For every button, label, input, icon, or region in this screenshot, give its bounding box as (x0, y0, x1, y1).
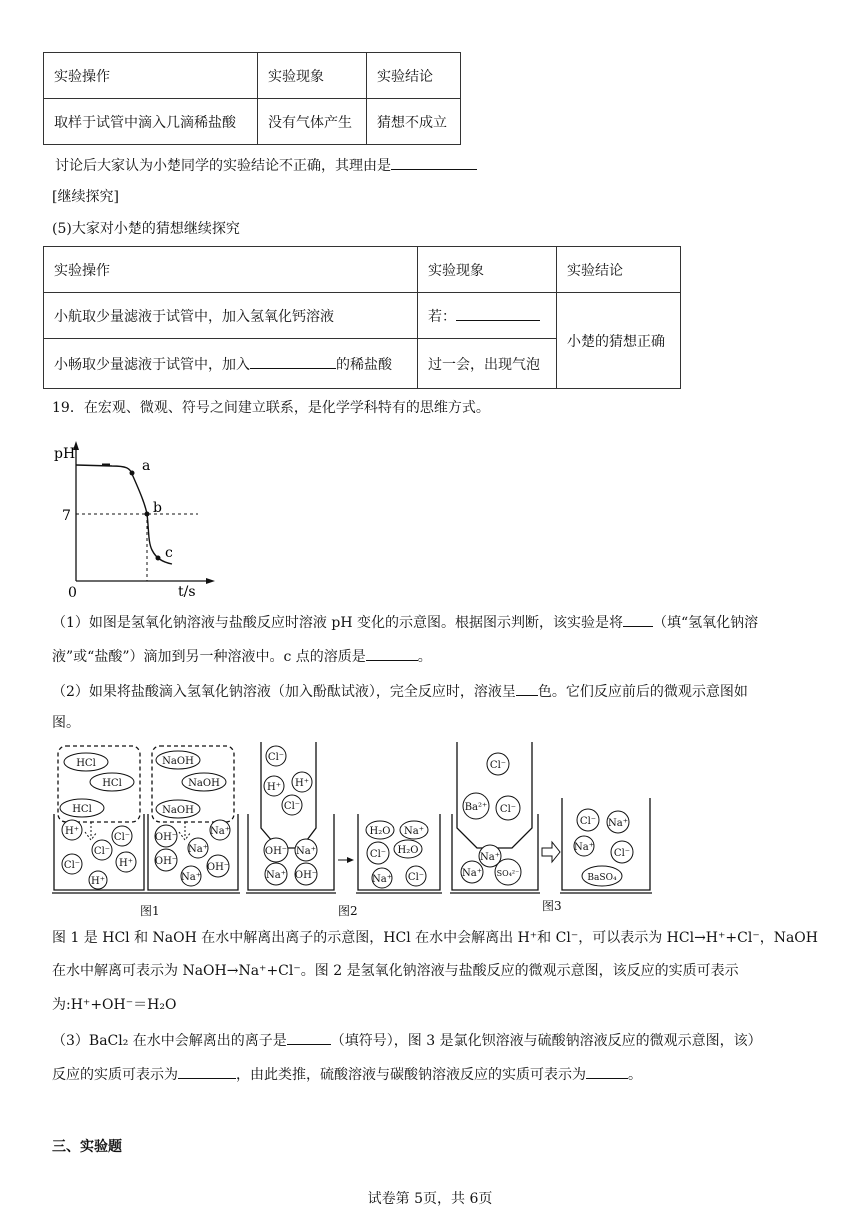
svg-text:Cl⁻: Cl⁻ (579, 816, 597, 827)
svg-text:NaOH: NaOH (188, 778, 220, 789)
svg-text:Na⁺: Na⁺ (372, 874, 392, 885)
svg-text:H₂O: H₂O (397, 845, 419, 856)
table1-cell-phen: 没有气体产生 (258, 99, 367, 145)
svg-text:Na⁺: Na⁺ (266, 870, 286, 881)
continue-heading: [继续探究] (52, 189, 119, 205)
svg-text:Na⁺: Na⁺ (608, 818, 628, 829)
description-line2: 在水中解离可表示为 NaOH→Na⁺+Cl⁻。图 2 是氢氧化钠溶液与盐酸反应的微观示意图，该反应的实质可表示 (52, 963, 739, 979)
answer-blank[interactable] (516, 681, 538, 696)
question-5: (5)大家对小楚的猜想继续探究 (52, 221, 240, 237)
svg-text:H⁺: H⁺ (65, 826, 79, 837)
y-axis-label: pH (54, 446, 76, 462)
svg-text:H⁺: H⁺ (295, 778, 309, 789)
part1-line1-tail: （填“氢氧化钠溶 (652, 615, 759, 631)
svg-text:Na⁺: Na⁺ (188, 844, 208, 855)
svg-text:OH⁻: OH⁻ (264, 846, 288, 857)
answer-blank[interactable] (623, 612, 653, 627)
table1-header-phen: 实验现象 (258, 53, 367, 99)
svg-text:H⁺: H⁺ (267, 782, 281, 793)
svg-text:Cl⁻: Cl⁻ (613, 848, 631, 859)
svg-text:Ba²⁺: Ba²⁺ (464, 802, 488, 813)
table2-row1-phen (418, 293, 557, 339)
discussion-line (55, 155, 477, 176)
answer-blank[interactable] (287, 1030, 331, 1045)
micro-diagrams (52, 740, 672, 920)
answer-blank[interactable] (456, 306, 540, 321)
part3-line1-tail: （填符号），图 3 是氯化钡溶液与硫酸钠溶液反应的微观示意图，该） (330, 1033, 762, 1049)
table2-row2-op (44, 339, 418, 389)
part3-line2-tail: 。 (628, 1067, 642, 1083)
table2-row1-op: 小航取少量滤液于试管中，加入氢氧化钙溶液 (44, 293, 418, 339)
svg-text:HCl: HCl (76, 758, 96, 769)
table2-conclusion: 小楚的猜想正确 (557, 293, 681, 389)
description-line1: 图 1 是 HCl 和 NaOH 在水中解离出离子的示意图，HCl 在水中会解离出 H⁺和 Cl⁻，可以表示为 HCl→H⁺+Cl⁻，NaOH (52, 930, 818, 946)
part3-line1 (52, 1030, 762, 1051)
part3-line2 (52, 1064, 642, 1085)
answer-blank[interactable] (586, 1064, 628, 1079)
answer-blank[interactable] (366, 646, 418, 661)
svg-text:Cl⁻: Cl⁻ (267, 752, 285, 763)
part3-line2-text: 反应的实质可表示为 (52, 1067, 178, 1083)
part1-line1-text: （1）如图是氢氧化钠溶液与盐酸反应时溶液 pH 变化的示意图。根据图示判断，该实验是将 (52, 615, 623, 631)
question-19: 19．在宏观、微观、符号之间建立联系，是化学学科特有的思维方式。 (52, 400, 490, 416)
table2-header-phen: 实验现象 (418, 247, 557, 293)
answer-blank[interactable] (250, 354, 336, 369)
point-b-label: b (153, 500, 162, 516)
result-table-2 (43, 246, 681, 389)
part2-line1-tail: 色。它们反应前后的微观示意图如 (537, 684, 748, 700)
section-3-heading: 三、实验题 (52, 1139, 122, 1155)
table2-row2-op-b: 的稀盐酸 (336, 356, 392, 373)
part2-line2: 图。 (52, 715, 80, 731)
part1-line2-text: 液”或“盐酸”）滴加到另一种溶液中。c 点的溶质是 (52, 649, 366, 665)
svg-text:NaOH: NaOH (162, 805, 194, 816)
svg-text:Na⁺: Na⁺ (480, 852, 500, 863)
svg-text:Na⁺: Na⁺ (296, 846, 316, 857)
part1-line2-tail: 。 (417, 649, 432, 665)
svg-text:OH⁻: OH⁻ (294, 870, 318, 881)
svg-text:Cl⁻: Cl⁻ (499, 804, 517, 815)
part2-line1 (52, 681, 748, 702)
point-c-label: c (165, 545, 173, 561)
part3-line2-mid: ，由此类推，硫酸溶液与碳酸钠溶液反应的实质可表示为 (236, 1067, 586, 1083)
svg-text:Cl⁻: Cl⁻ (369, 849, 387, 860)
x-axis-label: t/s (178, 584, 196, 600)
table2-row1-phen-text: 若： (428, 308, 456, 325)
svg-text:Cl⁻: Cl⁻ (407, 872, 425, 883)
point-c (156, 556, 161, 561)
table1-header-concl: 实验结论 (367, 53, 461, 99)
x-axis-arrow (206, 578, 215, 584)
svg-text:BaSO₄: BaSO₄ (587, 873, 617, 883)
svg-text:Na⁺: Na⁺ (210, 826, 230, 837)
point-b (145, 512, 150, 517)
table2-header-concl: 实验结论 (557, 247, 681, 293)
svg-text:H⁺: H⁺ (119, 858, 133, 869)
svg-text:Cl⁻: Cl⁻ (63, 860, 81, 871)
svg-text:Cl⁻: Cl⁻ (283, 801, 301, 812)
table1-cell-concl: 猜想不成立 (367, 99, 461, 145)
part1-line1 (52, 612, 758, 633)
answer-blank[interactable] (391, 155, 477, 170)
svg-text:Na⁺: Na⁺ (462, 868, 482, 879)
fig3-label: 图3 (542, 899, 562, 913)
svg-text:OH⁻: OH⁻ (154, 832, 178, 843)
ph7-label: 7 (62, 508, 71, 524)
fig2-label: 图2 (338, 904, 358, 918)
table2-row2-op-a: 小畅取少量滤液于试管中，加入 (54, 356, 250, 373)
answer-blank[interactable] (178, 1064, 236, 1079)
table2-header-op: 实验操作 (44, 247, 418, 293)
ph-curve-chart (50, 438, 220, 600)
svg-text:HCl: HCl (102, 778, 122, 789)
description-line3: 为:H⁺+OH⁻＝H₂O (52, 997, 177, 1013)
part2-line1-text: （2）如果将盐酸滴入氢氧化钠溶液（加入酚酞试液），完全反应时，溶液呈 (52, 684, 516, 700)
svg-text:Na⁺: Na⁺ (574, 842, 594, 853)
svg-text:Na⁺: Na⁺ (181, 872, 201, 883)
svg-text:Cl⁻: Cl⁻ (93, 846, 111, 857)
point-a (130, 471, 135, 476)
discussion-text: 讨论后大家认为小楚同学的实验结论不正确，其理由是 (55, 158, 391, 174)
svg-text:HCl: HCl (72, 804, 92, 815)
svg-text:SO₄²⁻: SO₄²⁻ (496, 869, 520, 878)
point-a-label: a (142, 458, 151, 474)
svg-text:OH⁻: OH⁻ (206, 862, 230, 873)
svg-text:Na⁺: Na⁺ (404, 826, 424, 837)
origin-label: 0 (68, 585, 77, 600)
table1-cell-op: 取样于试管中滴入几滴稀盐酸 (44, 99, 258, 145)
svg-text:Cl⁻: Cl⁻ (489, 760, 507, 771)
result-table-1 (43, 52, 461, 145)
svg-text:NaOH: NaOH (162, 756, 194, 767)
part3-line1-text: （3）BaCl₂ 在水中会解离出的离子是 (52, 1033, 287, 1049)
table1-header-op: 实验操作 (44, 53, 258, 99)
svg-text:Cl⁻: Cl⁻ (113, 832, 131, 843)
svg-text:H⁺: H⁺ (91, 876, 105, 887)
fig1-label: 图1 (140, 904, 160, 918)
svg-text:OH⁻: OH⁻ (154, 856, 178, 867)
table2-row2-phen: 过一会，出现气泡 (418, 339, 557, 389)
page-footer: 试卷第 5页，共 6页 (367, 1191, 493, 1207)
part1-line2 (52, 646, 432, 667)
svg-text:H₂O: H₂O (369, 826, 391, 837)
